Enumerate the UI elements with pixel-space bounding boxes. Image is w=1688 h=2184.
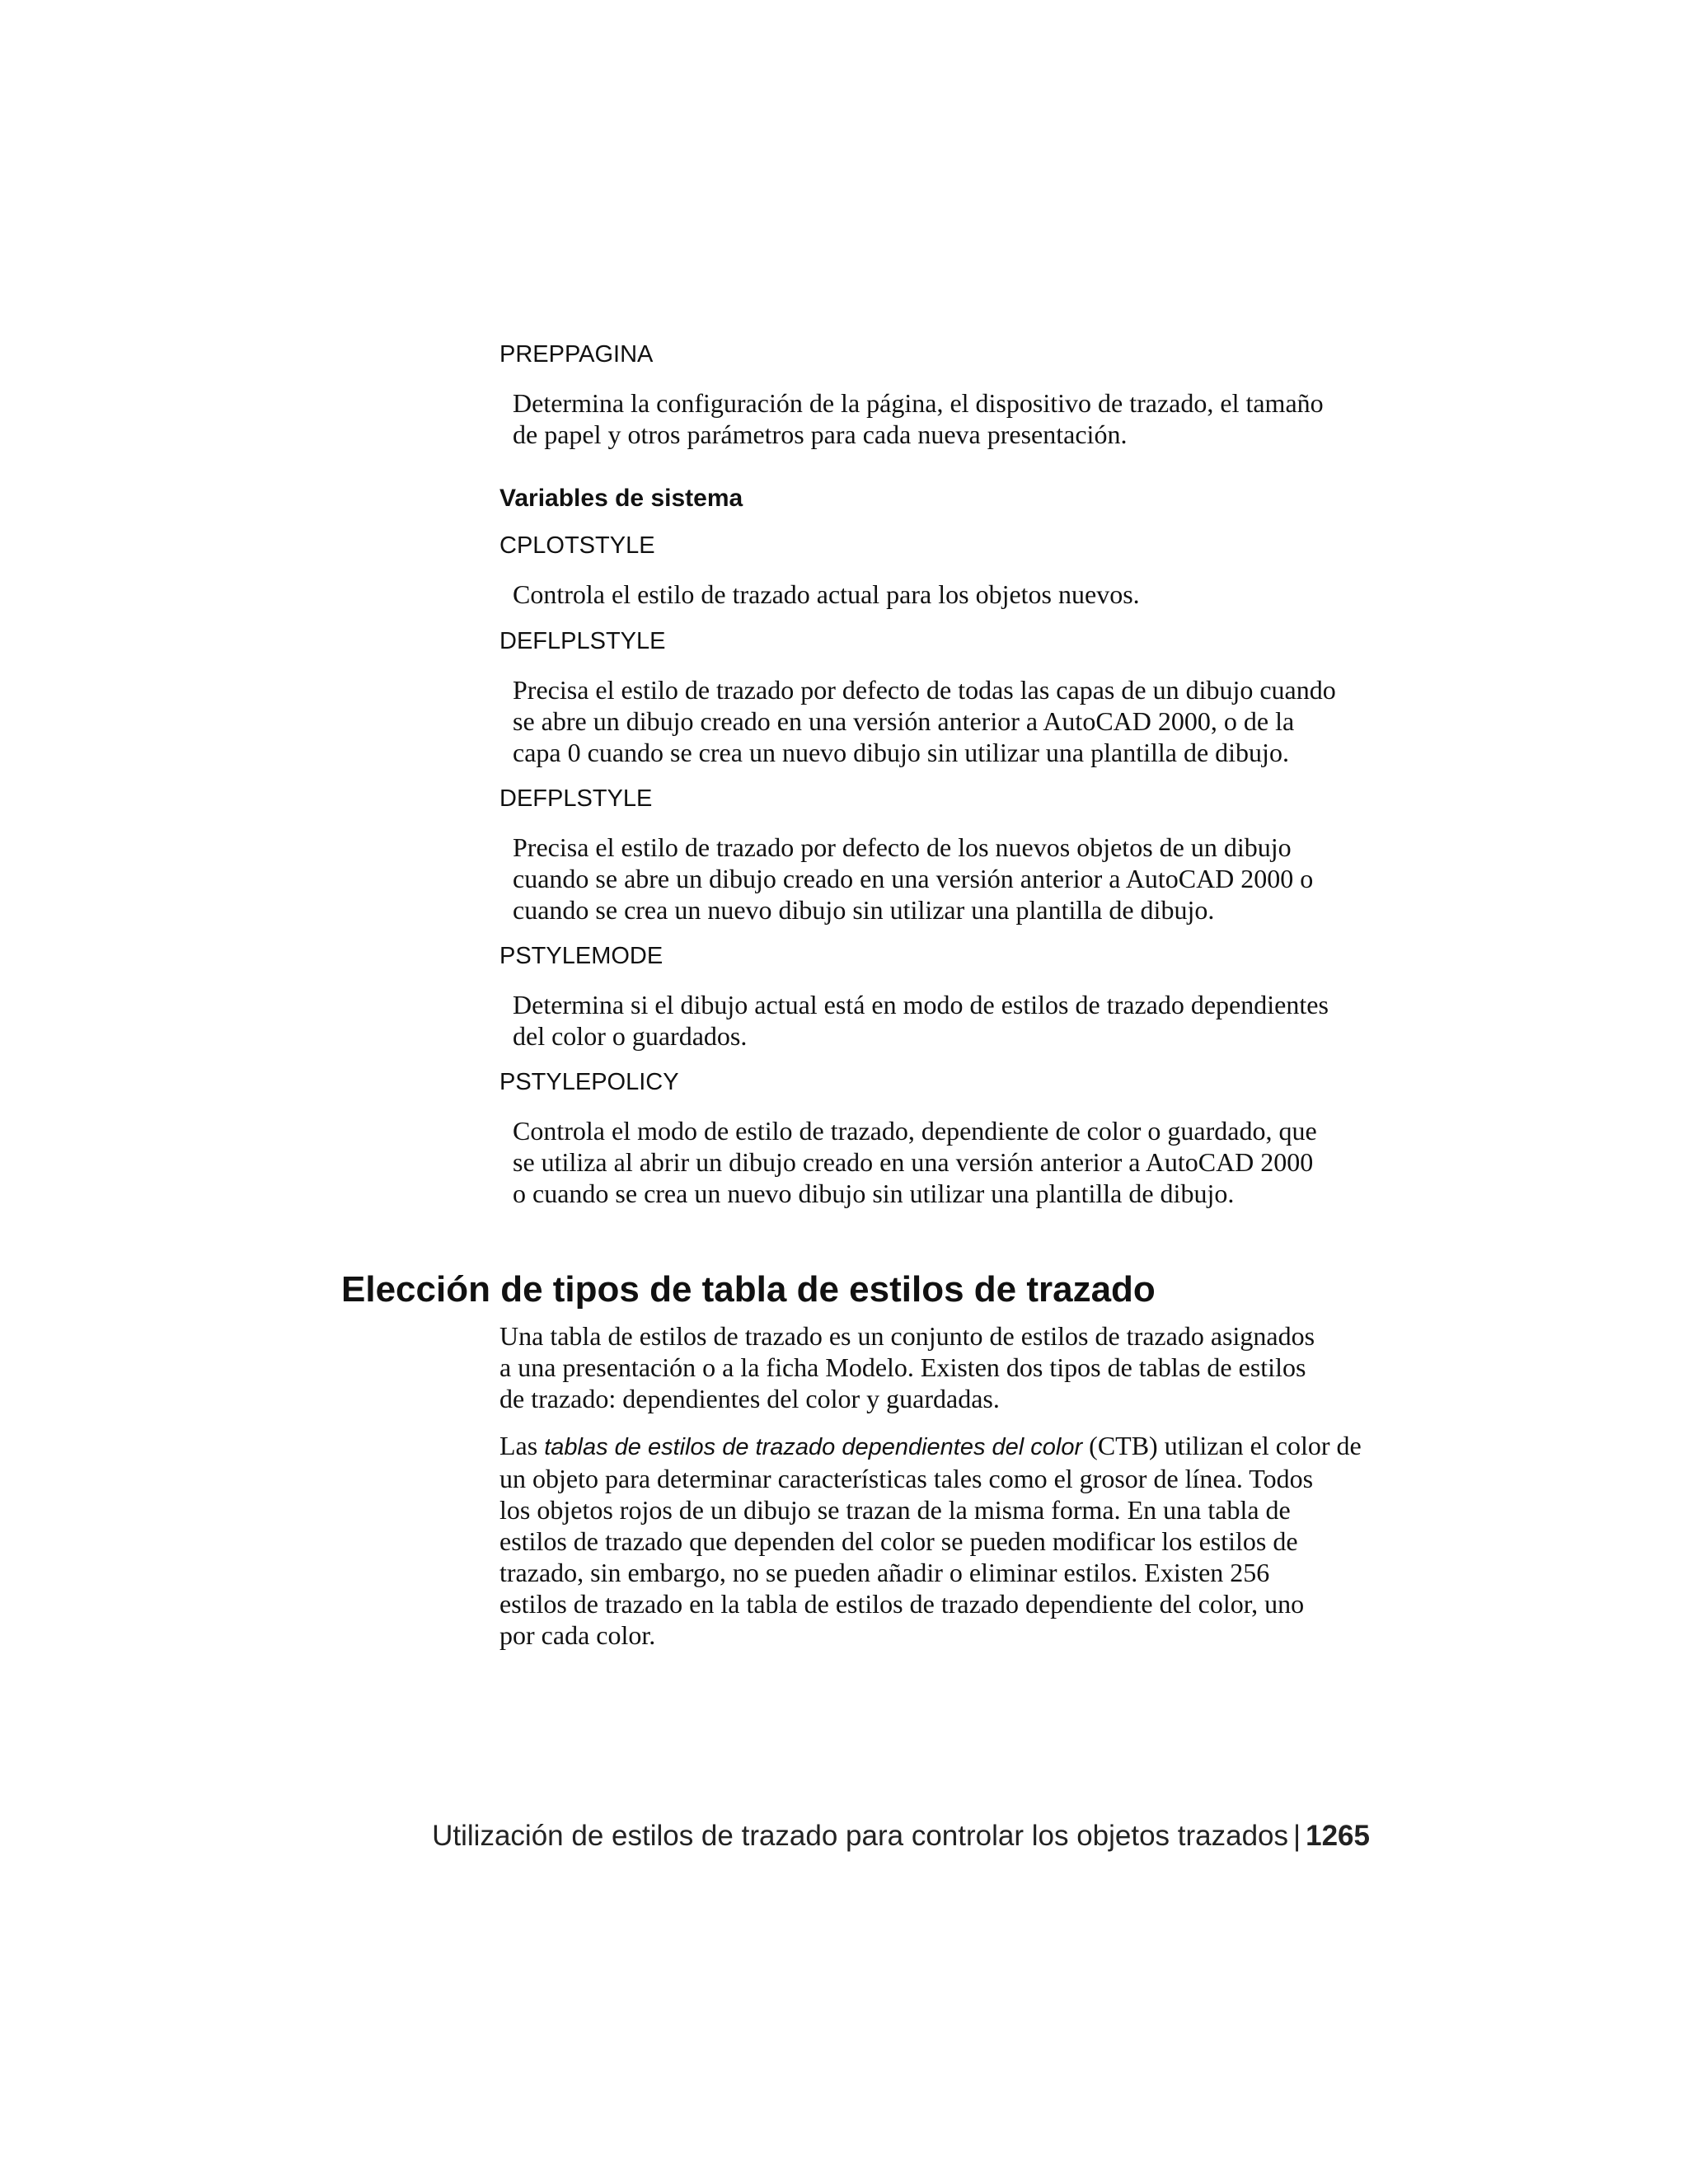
- desc-line: Determina la configuración de la página, el dispositivo de trazado, el tamaño: [513, 388, 1324, 418]
- desc-line: o cuando se crea un nuevo dibujo sin utilizar una plantilla de dibujo.: [513, 1179, 1235, 1208]
- running-title: Utilización de estilos de trazado para controlar los objetos trazados: [432, 1820, 1289, 1852]
- paragraph-line: los objetos rojos de un dibujo se trazan de la misma forma. En una tabla de: [499, 1495, 1291, 1525]
- term-deflplstyle: DEFLPLSTYLE: [499, 628, 666, 654]
- desc-line: Precisa el estilo de trazado por defecto de todas las capas de un dibujo cuando: [513, 675, 1336, 705]
- desc-line: cuando se abre un dibujo creado en una versión anterior a AutoCAD 2000 o: [513, 864, 1314, 893]
- desc-pstylepolicy: [513, 1115, 1376, 1209]
- section-paragraph-1: [499, 1320, 1376, 1414]
- paragraph-line: estilos de trazado que dependen del color se pueden modificar los estilos de: [499, 1526, 1298, 1556]
- subheading-system-variables: Variables de sistema: [499, 485, 743, 512]
- footer-separator: |: [1293, 1820, 1301, 1852]
- desc-line: Controla el estilo de trazado actual para los objetos nuevos.: [513, 579, 1140, 609]
- desc-line: se abre un dibujo creado en una versión anterior a AutoCAD 2000, o de la: [513, 706, 1295, 736]
- italic-term: tablas de estilos de trazado dependientes del color: [544, 1434, 1083, 1460]
- desc-line: Determina si el dibujo actual está en modo de estilos de trazado dependientes: [513, 990, 1329, 1019]
- paragraph-suffix: (CTB) utilizan el color de: [1082, 1431, 1362, 1460]
- desc-line: cuando se crea un nuevo dibujo sin utilizar una plantilla de dibujo.: [513, 895, 1215, 925]
- term-pstylemode: PSTYLEMODE: [499, 943, 663, 969]
- desc-pstylemode: [513, 989, 1376, 1052]
- section-title: Elección de tipos de tabla de estilos de trazado: [341, 1269, 1156, 1310]
- desc-line: Precisa el estilo de trazado por defecto de los nuevos objetos de un dibujo: [513, 832, 1292, 862]
- desc-line: del color o guardados.: [513, 1021, 748, 1051]
- page-footer: [432, 1818, 1370, 1854]
- desc-line: capa 0 cuando se crea un nuevo dibujo sin utilizar una plantilla de dibujo.: [513, 738, 1289, 767]
- term-pstylepolicy: PSTYLEPOLICY: [499, 1069, 679, 1095]
- paragraph-line: de trazado: dependientes del color y guardadas.: [499, 1384, 1000, 1413]
- paragraph-prefix: Las: [499, 1431, 545, 1460]
- section-paragraph-2: [499, 1430, 1376, 1651]
- desc-deflplstyle: [513, 674, 1376, 768]
- term-preppagina: PREPPAGINA: [499, 341, 654, 368]
- paragraph-line: Una tabla de estilos de trazado es un conjunto de estilos de trazado asignados: [499, 1321, 1315, 1351]
- desc-line: se utiliza al abrir un dibujo creado en una versión anterior a AutoCAD 2000: [513, 1147, 1314, 1177]
- desc-defplstyle: [513, 832, 1376, 926]
- desc-line: de papel y otros parámetros para cada nueva presentación.: [513, 419, 1128, 449]
- paragraph-line: un objeto para determinar características tales como el grosor de línea. Todos: [499, 1464, 1314, 1493]
- paragraph-line: trazado, sin embargo, no se pueden añadir o eliminar estilos. Existen 256: [499, 1558, 1270, 1587]
- paragraph-line: por cada color.: [499, 1620, 656, 1650]
- paragraph-line: estilos de trazado en la tabla de estilos de trazado dependiente del color, uno: [499, 1589, 1305, 1619]
- paragraph-line: a una presentación o a la ficha Modelo. Existen dos tipos de tablas de estilos: [499, 1352, 1306, 1382]
- paragraph-line: [499, 1430, 1376, 1463]
- term-cplotstyle: CPLOTSTYLE: [499, 532, 655, 559]
- desc-cplotstyle: [513, 579, 1376, 610]
- page-number: 1265: [1306, 1820, 1370, 1852]
- desc-preppagina: [513, 387, 1376, 450]
- term-defplstyle: DEFPLSTYLE: [499, 785, 653, 812]
- desc-line: Controla el modo de estilo de trazado, dependiente de color o guardado, que: [513, 1116, 1317, 1146]
